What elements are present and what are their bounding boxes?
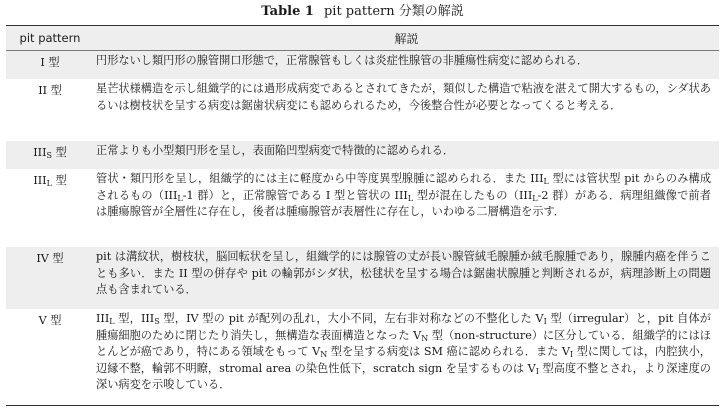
pit-pattern-table bbox=[6, 25, 719, 406]
table-caption: pit pattern 分類の解説 bbox=[323, 4, 464, 19]
header-pit-pattern: pit pattern bbox=[19, 31, 81, 45]
header-row bbox=[6, 26, 719, 51]
description-cell: 管状・類円形を呈し，組織学的には主に軽度から中等度異型腺腫に認められる．また $III_L$ 型には管状型 pit からのみ構成されるもの（$III_L-1$ 群）と，正常腺管である I 型と管状の $III_L$ 型が混在したもの（$III_L-2$ 群）がある．病理組織像で前者は腫瘍腺管が全層性に存在し，後者は腫瘍腺管が表層性に存在し，いわゆる二層構造を示す． bbox=[96, 172, 712, 219]
pattern-cell: IV 型 bbox=[36, 252, 64, 265]
table-row bbox=[6, 79, 719, 141]
table-row bbox=[6, 141, 719, 169]
pattern-cell: V 型 bbox=[38, 314, 62, 327]
table-row bbox=[6, 247, 719, 309]
pattern-cell: I 型 bbox=[40, 56, 60, 69]
description-cell: 円形ないし類円形の腺管開口形態で，正常腺管もしくは炎症性腺管の非腫瘍性病変に認められる． bbox=[96, 54, 589, 67]
table-row bbox=[6, 309, 719, 406]
pattern-cell: $III_S$ 型 bbox=[33, 146, 67, 160]
description-cell: $III_L$ 型，$III_S$ 型，IV 型の pit が配列の乱れ，大小不同，左右非対称などの不整化した $V_I$ 型（irregular）と，pit 自体が腫瘍細胞のために閉じたり消失し，無構造な表面構造となった $V_N$ 型（non-structure）に区分している．組織学的にはほとんどが癌であり，特にある領域をもって $V_N$ 型を呈する病変は SM 癌に認められる．また $V_I$ 型に関しては，内腔狭小，辺縁不整，輪郭不明瞭，stromal area の染色性低下，scratch sign を呈するものは $V_I$ 型高度不整とされ，より深達度の深い病変を示唆している． bbox=[96, 312, 711, 392]
header-description: 解説 bbox=[394, 31, 419, 46]
table-label: Table 1 bbox=[261, 4, 314, 19]
pattern-cell: $III_L$ 型 bbox=[33, 174, 67, 188]
description-cell: 星芒状様構造を示し組織学的には過形成病変であるとされてきたが，類似した構造で粘液を湛えて開大するもの，シダ状あるいは樹枝状を呈する病変は鋸歯状病変にも認められるため，今後整合性が必要となってくると考える． bbox=[96, 82, 711, 112]
description-cell: pit は溝紋状，樹枝状，脳回転状を呈し，組織学的には腺管の丈が長い腺管絨毛腺腫か絨毛腺腫であり，腺腫内癌を伴うことも多い．また II 型の併存や pit の輪郭がシダ状，松毬状を呈する場合は鋸歯状腺腫と判断されるが，病理診断上の問題点も含まれている． bbox=[96, 250, 711, 297]
table-row bbox=[6, 169, 719, 247]
pattern-cell: II 型 bbox=[38, 84, 62, 97]
table-row bbox=[6, 51, 719, 80]
description-cell: 正常よりも小型類円形を呈し，表面陥凹型病変で特徴的に認められる． bbox=[96, 144, 455, 157]
table-title bbox=[0, 3, 725, 21]
